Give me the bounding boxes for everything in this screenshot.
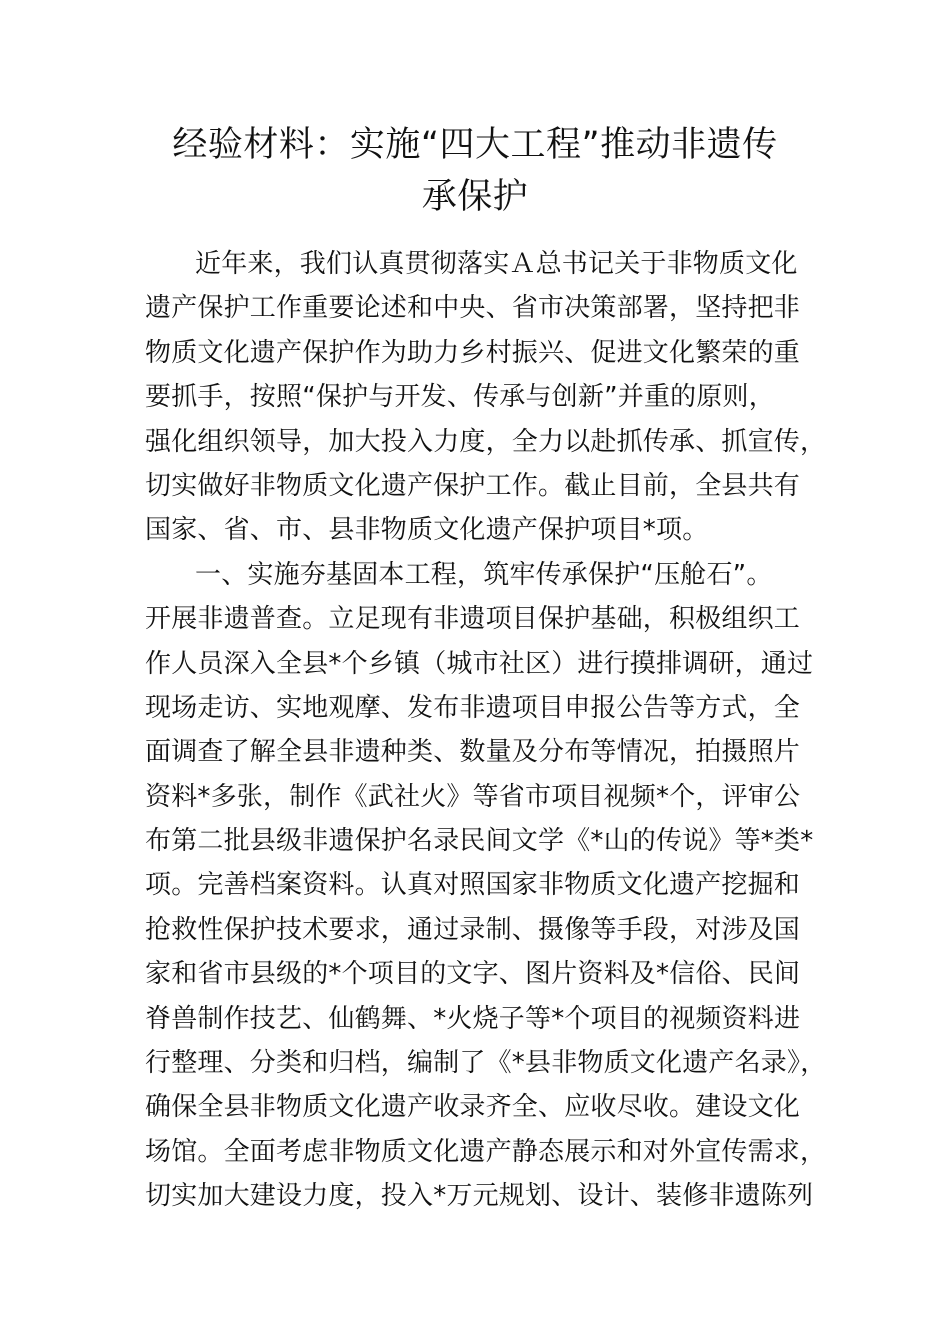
body-line: 要抓手，按照“保护与开发、传承与创新”并重的原则， xyxy=(145,382,775,413)
document-title-line-2: 承保护 xyxy=(421,177,529,217)
body-line: 资料*多张，制作《武社火》等省市项目视频*个，评审公 xyxy=(145,781,801,812)
body-line: 国家、省、市、县非物质文化遗产保护项目*项。 xyxy=(145,515,709,546)
body-line: 作人员深入全县*个乡镇（城市社区）进行摸排调研，通过 xyxy=(145,648,814,679)
body-line: 遗产保护工作重要论述和中央、省市决策部署，坚持把非 xyxy=(145,293,801,324)
body-line: 现场走访、实地观摩、发布非遗项目申报公告等方式，全 xyxy=(145,692,801,723)
body-line: 开展非遗普查。立足现有非遗项目保护基础，积极组织工 xyxy=(145,604,801,635)
body-line: 行整理、分类和归档，编制了《*县非物质文化遗产名录》， xyxy=(145,1048,827,1079)
body-line: 物质文化遗产保护作为助力乡村振兴、促进文化繁荣的重 xyxy=(145,337,801,368)
body-line: 布第二批县级非遗保护名录民间文学《*山的传说》等*类* xyxy=(145,826,814,857)
body-line: 切实做好非物质文化遗产保护工作。截止目前，全县共有 xyxy=(145,470,801,501)
body-line: 确保全县非物质文化遗产收录齐全、应收尽收。建设文化 xyxy=(145,1092,801,1123)
section-heading-line: 一、实施夯基固本工程，筑牢传承保护“压舱石”。 xyxy=(195,559,773,590)
body-line: 抢救性保护技术要求，通过录制、摄像等手段，对涉及国 xyxy=(145,914,801,945)
body-line: 面调查了解全县非遗种类、数量及分布等情况，拍摄照片 xyxy=(145,737,801,768)
body-line: 近年来，我们认真贯彻落实Ａ总书记关于非物质文化 xyxy=(195,249,798,279)
document-title-line-1: 经验材料：实施“四大工程”推动非遗传 xyxy=(172,125,778,165)
body-line: 项。完善档案资料。认真对照国家非物质文化遗产挖掘和 xyxy=(145,870,801,901)
body-line: 场馆。全面考虑非物质文化遗产静态展示和对外宣传需求， xyxy=(145,1136,827,1167)
body-line: 强化组织领导，加大投入力度，全力以赴抓传承、抓宣传， xyxy=(145,426,827,457)
body-line: 家和省市县级的*个项目的文字、图片资料及*信俗、民间 xyxy=(145,959,801,990)
body-line: 脊兽制作技艺、仙鹤舞、*火烧子等*个项目的视频资料进 xyxy=(145,1003,801,1034)
body-line: 切实加大建设力度，投入*万元规划、设计、装修非遗陈列 xyxy=(145,1181,814,1212)
document-body xyxy=(145,242,827,1219)
